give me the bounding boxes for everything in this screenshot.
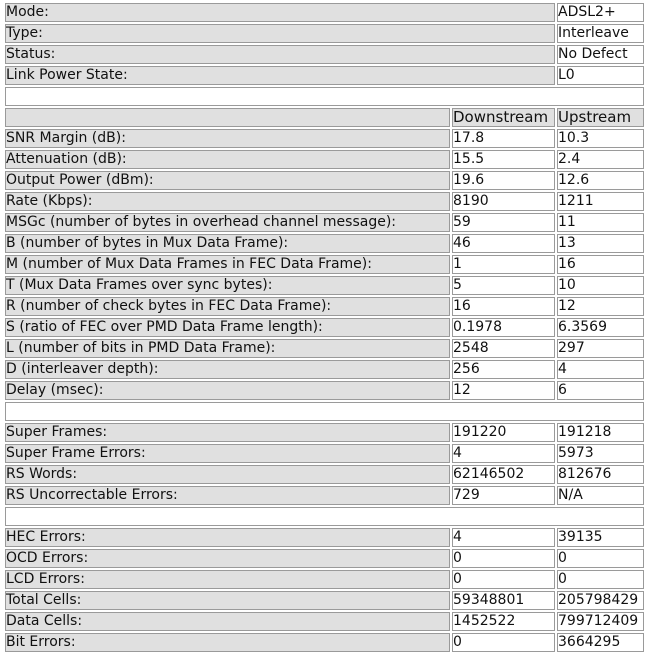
- stat-label: RS Words:: [5, 465, 450, 484]
- stat-row: [5, 381, 644, 400]
- stat-row: [5, 360, 644, 379]
- upstream-value: 12.6: [557, 171, 644, 190]
- stat-label: T (Mux Data Frames over sync bytes):: [5, 276, 450, 295]
- stat-label: Output Power (dBm):: [5, 171, 450, 190]
- downstream-value: 256: [452, 360, 555, 379]
- upstream-value: 191218: [557, 423, 644, 442]
- stat-row: [5, 234, 644, 253]
- stat-label: Attenuation (dB):: [5, 150, 450, 169]
- column-header-row: [5, 108, 644, 127]
- upstream-value: 16: [557, 255, 644, 274]
- downstream-value: 191220: [452, 423, 555, 442]
- downstream-value: 0: [452, 633, 555, 652]
- downstream-value: 8190: [452, 192, 555, 211]
- stat-label: B (number of bytes in Mux Data Frame):: [5, 234, 450, 253]
- stat-row: [5, 192, 644, 211]
- upstream-value: 0: [557, 570, 644, 589]
- stat-label: Super Frames:: [5, 423, 450, 442]
- info-value: No Defect: [557, 45, 644, 64]
- downstream-value: 19.6: [452, 171, 555, 190]
- info-value: L0: [557, 66, 644, 85]
- upstream-value: 6.3569: [557, 318, 644, 337]
- upstream-value: N/A: [557, 486, 644, 505]
- separator-row: [5, 87, 644, 106]
- upstream-value: 6: [557, 381, 644, 400]
- upstream-value: 10: [557, 276, 644, 295]
- info-value: ADSL2+: [557, 3, 644, 22]
- stats-body: [5, 3, 644, 652]
- separator-row: [5, 402, 644, 421]
- header-blank: [5, 108, 450, 127]
- adsl-statistics-table: [3, 1, 646, 654]
- info-label: Status:: [5, 45, 555, 64]
- downstream-value: 0.1978: [452, 318, 555, 337]
- stat-row: [5, 150, 644, 169]
- downstream-value: 729: [452, 486, 555, 505]
- downstream-value: 15.5: [452, 150, 555, 169]
- info-value: Interleave: [557, 24, 644, 43]
- info-row: [5, 24, 644, 43]
- downstream-value: 4: [452, 528, 555, 547]
- upstream-value: 205798429: [557, 591, 644, 610]
- stat-label: LCD Errors:: [5, 570, 450, 589]
- downstream-value: 0: [452, 549, 555, 568]
- upstream-value: 4: [557, 360, 644, 379]
- upstream-value: 12: [557, 297, 644, 316]
- stat-row: [5, 549, 644, 568]
- downstream-value: 1: [452, 255, 555, 274]
- stat-row: [5, 339, 644, 358]
- stat-label: Total Cells:: [5, 591, 450, 610]
- stat-label: HEC Errors:: [5, 528, 450, 547]
- stat-label: MSGc (number of bytes in overhead channel message):: [5, 213, 450, 232]
- stat-row: [5, 213, 644, 232]
- stat-label: RS Uncorrectable Errors:: [5, 486, 450, 505]
- separator-row: [5, 507, 644, 526]
- info-row: [5, 3, 644, 22]
- upstream-value: 10.3: [557, 129, 644, 148]
- downstream-value: 46: [452, 234, 555, 253]
- stat-label: D (interleaver depth):: [5, 360, 450, 379]
- stat-label: Data Cells:: [5, 612, 450, 631]
- upstream-value: 799712409: [557, 612, 644, 631]
- stat-row: [5, 486, 644, 505]
- stat-row: [5, 255, 644, 274]
- upstream-value: 812676: [557, 465, 644, 484]
- downstream-value: 0: [452, 570, 555, 589]
- stat-label: Bit Errors:: [5, 633, 450, 652]
- downstream-value: 2548: [452, 339, 555, 358]
- stat-row: [5, 528, 644, 547]
- info-row: [5, 66, 644, 85]
- stat-row: [5, 129, 644, 148]
- downstream-value: 17.8: [452, 129, 555, 148]
- upstream-value: 2.4: [557, 150, 644, 169]
- downstream-value: 59: [452, 213, 555, 232]
- downstream-value: 5: [452, 276, 555, 295]
- stat-row: [5, 276, 644, 295]
- separator-cell: [5, 402, 644, 421]
- stat-row: [5, 444, 644, 463]
- separator-cell: [5, 87, 644, 106]
- downstream-value: 1452522: [452, 612, 555, 631]
- stat-row: [5, 318, 644, 337]
- stat-label: Rate (Kbps):: [5, 192, 450, 211]
- info-row: [5, 45, 644, 64]
- stat-label: Delay (msec):: [5, 381, 450, 400]
- downstream-value: 16: [452, 297, 555, 316]
- upstream-value: 11: [557, 213, 644, 232]
- stat-row: [5, 612, 644, 631]
- stat-label: R (number of check bytes in FEC Data Frame):: [5, 297, 450, 316]
- upstream-value: 297: [557, 339, 644, 358]
- downstream-value: 62146502: [452, 465, 555, 484]
- stat-row: [5, 591, 644, 610]
- upstream-value: 13: [557, 234, 644, 253]
- upstream-value: 39135: [557, 528, 644, 547]
- upstream-value: 5973: [557, 444, 644, 463]
- downstream-value: 12: [452, 381, 555, 400]
- stat-row: [5, 297, 644, 316]
- stat-label: Super Frame Errors:: [5, 444, 450, 463]
- stat-row: [5, 465, 644, 484]
- upstream-value: 3664295: [557, 633, 644, 652]
- stat-row: [5, 423, 644, 442]
- info-label: Mode:: [5, 3, 555, 22]
- downstream-value: 4: [452, 444, 555, 463]
- downstream-value: 59348801: [452, 591, 555, 610]
- stat-label: S (ratio of FEC over PMD Data Frame length):: [5, 318, 450, 337]
- upstream-header: Upstream: [557, 108, 644, 127]
- info-label: Link Power State:: [5, 66, 555, 85]
- upstream-value: 1211: [557, 192, 644, 211]
- upstream-value: 0: [557, 549, 644, 568]
- stat-label: OCD Errors:: [5, 549, 450, 568]
- stat-row: [5, 171, 644, 190]
- stat-label: SNR Margin (dB):: [5, 129, 450, 148]
- stat-row: [5, 570, 644, 589]
- downstream-header: Downstream: [452, 108, 555, 127]
- info-label: Type:: [5, 24, 555, 43]
- stat-row: [5, 633, 644, 652]
- stat-label: M (number of Mux Data Frames in FEC Data Frame):: [5, 255, 450, 274]
- separator-cell: [5, 507, 644, 526]
- stat-label: L (number of bits in PMD Data Frame):: [5, 339, 450, 358]
